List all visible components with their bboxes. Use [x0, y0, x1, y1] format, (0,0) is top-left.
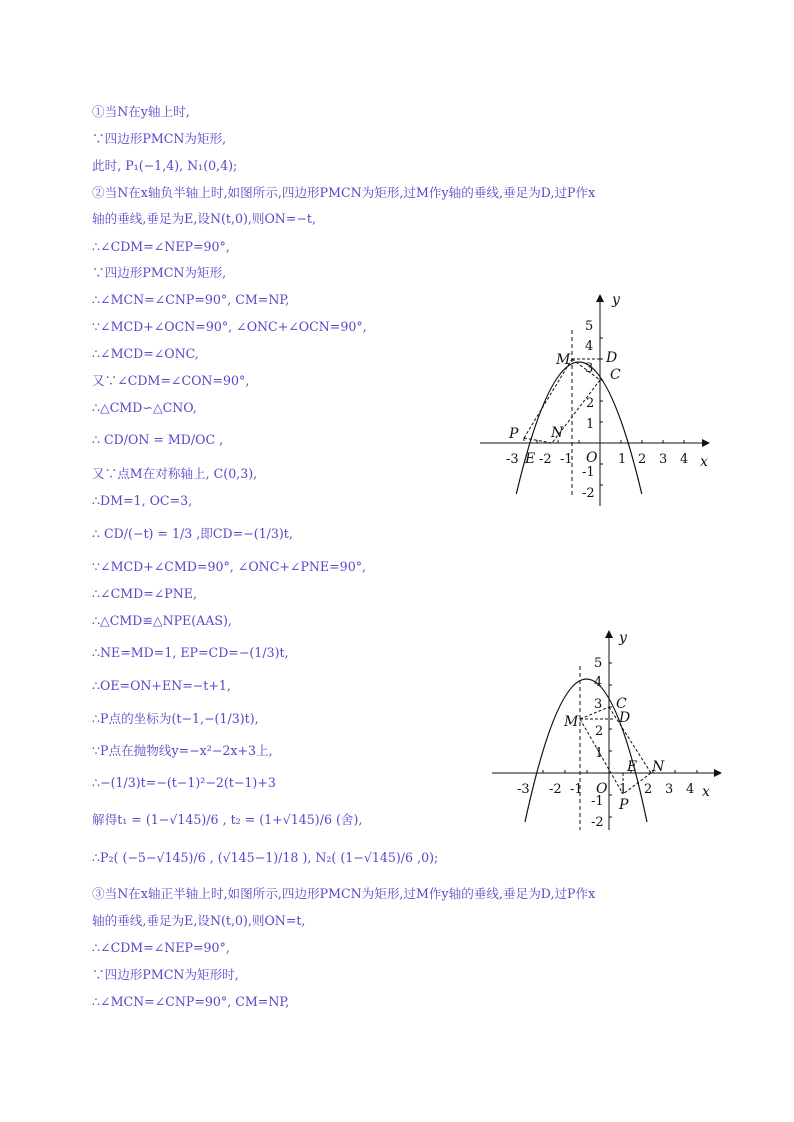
- text-line: ∴P点的坐标为(t−1,−(1/3)t),: [92, 711, 259, 726]
- point-label-e: E: [525, 451, 536, 467]
- text-line: 轴的垂线,垂足为E,设N(t,0),则ON=t,: [92, 913, 306, 928]
- text-line: ①当N在y轴上时,: [92, 104, 190, 119]
- point-label-c: C: [616, 696, 627, 712]
- text-line: ∴∠MCN=∠CNP=90°, CM=NP,: [92, 292, 290, 307]
- point-label-e: E: [627, 759, 638, 775]
- x-tick-label: 3: [665, 782, 674, 797]
- x-tick-label: 4: [686, 782, 695, 797]
- text-line: ②当N在x轴负半轴上时,如图所示,四边形PMCN为矩形,过M作y轴的垂线,垂足为D,过P作x: [92, 185, 596, 200]
- text-line: ∵四边形PMCN为矩形,: [92, 265, 227, 280]
- y-tick-label: -1: [591, 794, 604, 809]
- x-tick-label: -3: [517, 782, 530, 797]
- text-line: 轴的垂线,垂足为E,设N(t,0),则ON=−t,: [92, 211, 316, 226]
- text-line: ∴NE=MD=1, EP=CD=−(1/3)t,: [92, 645, 289, 660]
- text-line: ∴∠CMD=∠PNE,: [92, 586, 197, 601]
- text-line: ∵四边形PMCN为矩形,: [92, 131, 227, 146]
- text-line: ∴−(1/3)t=−(t−1)²−2(t−1)+3: [92, 775, 276, 790]
- y-tick-label: 2: [586, 396, 595, 411]
- text-line: ∵P点在抛物线y=−x²−2x+3上,: [92, 743, 273, 758]
- text-line: ∵四边形PMCN为矩形时,: [92, 967, 239, 982]
- text-line: ∵∠MCD+∠CMD=90°, ∠ONC+∠PNE=90°,: [92, 559, 367, 574]
- text-line: ③当N在x轴正半轴上时,如图所示,四边形PMCN为矩形,过M作y轴的垂线,垂足为D,过P作x: [92, 886, 596, 901]
- point-label-d: D: [619, 710, 631, 726]
- origin-label: O: [596, 781, 608, 797]
- y-tick-label: -2: [582, 486, 595, 501]
- point-label-p: P: [509, 426, 519, 442]
- text-line: ∴OE=ON+EN=−t+1,: [92, 678, 231, 693]
- x-tick-label: -2: [539, 452, 552, 467]
- parabola: [516, 362, 642, 494]
- point-label-n: N: [551, 425, 564, 441]
- y-tick-label: 1: [586, 417, 595, 432]
- origin-label: O: [586, 450, 598, 466]
- figure-1: [476, 290, 716, 510]
- point-label-p: P: [619, 797, 629, 813]
- text-line: ∴∠CDM=∠NEP=90°,: [92, 239, 230, 254]
- y-tick-label: -1: [582, 465, 595, 480]
- text-line: ∴∠CDM=∠NEP=90°,: [92, 940, 230, 955]
- y-axis-label: y: [612, 292, 620, 308]
- y-tick-label: 5: [585, 319, 594, 334]
- y-tick-label: 3: [594, 697, 603, 712]
- y-tick-label: 4: [594, 675, 603, 690]
- x-tick-label: 4: [680, 452, 689, 467]
- y-tick-label: 4: [585, 339, 594, 354]
- text-line: ∴DM=1, OC=3,: [92, 493, 193, 508]
- text-line: ∴△CMD∽△CNO,: [92, 400, 197, 415]
- point-label-n: N: [652, 759, 665, 775]
- text-line: ∴∠MCN=∠CNP=90°, CM=NP,: [92, 994, 290, 1009]
- point-label-m: M: [564, 714, 579, 730]
- x-tick-label: 1: [618, 452, 627, 467]
- x-tick-label: -3: [506, 452, 519, 467]
- text-line: ∴ CD/(−t) = 1/3 ,即CD=−(1/3)t,: [92, 526, 293, 541]
- y-tick-label: 1: [595, 746, 604, 761]
- x-axis-label: x: [700, 454, 708, 470]
- x-tick-label: 2: [638, 452, 647, 467]
- point-label-m: M: [556, 352, 571, 368]
- y-tick-label: 3: [585, 361, 594, 376]
- text-line: ∴P₂( (−5−√145)/6 , (√145−1)/18 ), N₂( (1−√145)/6 ,0);: [92, 850, 439, 865]
- figure-1-svg: [476, 290, 716, 510]
- y-tick-label: -2: [591, 815, 604, 830]
- figure-2: [488, 626, 728, 836]
- x-tick-label: 1: [619, 782, 628, 797]
- x-tick-label: -2: [549, 782, 562, 797]
- y-tick-label: 2: [595, 724, 604, 739]
- x-tick-label: 2: [644, 782, 653, 797]
- point-label-d: D: [606, 350, 618, 366]
- y-tick-label: 5: [594, 656, 603, 671]
- text-line: ∴∠MCD=∠ONC,: [92, 346, 199, 361]
- parabola: [525, 679, 647, 822]
- x-tick-label: -1: [560, 452, 573, 467]
- y-axis-label: y: [619, 630, 627, 646]
- text-line: 此时, P₁(−1,4), N₁(0,4);: [92, 158, 238, 173]
- text-line: 又∵∠CDM=∠CON=90°,: [92, 373, 250, 388]
- figure-2-svg: [488, 626, 728, 836]
- text-line: ∴△CMD≌△NPE(AAS),: [92, 613, 232, 628]
- text-line: 又∵点M在对称轴上, C(0,3),: [92, 466, 258, 481]
- x-tick-label: 3: [659, 452, 668, 467]
- x-axis-label: x: [702, 784, 710, 800]
- text-line: 解得t₁ = (1−√145)/6 , t₂ = (1+√145)/6 (舍),: [92, 812, 363, 827]
- x-tick-label: -1: [570, 782, 583, 797]
- point-label-c: C: [610, 367, 621, 383]
- text-line: ∵∠MCD+∠OCN=90°, ∠ONC+∠OCN=90°,: [92, 319, 367, 334]
- text-line: ∴ CD/ON = MD/OC ,: [92, 432, 224, 447]
